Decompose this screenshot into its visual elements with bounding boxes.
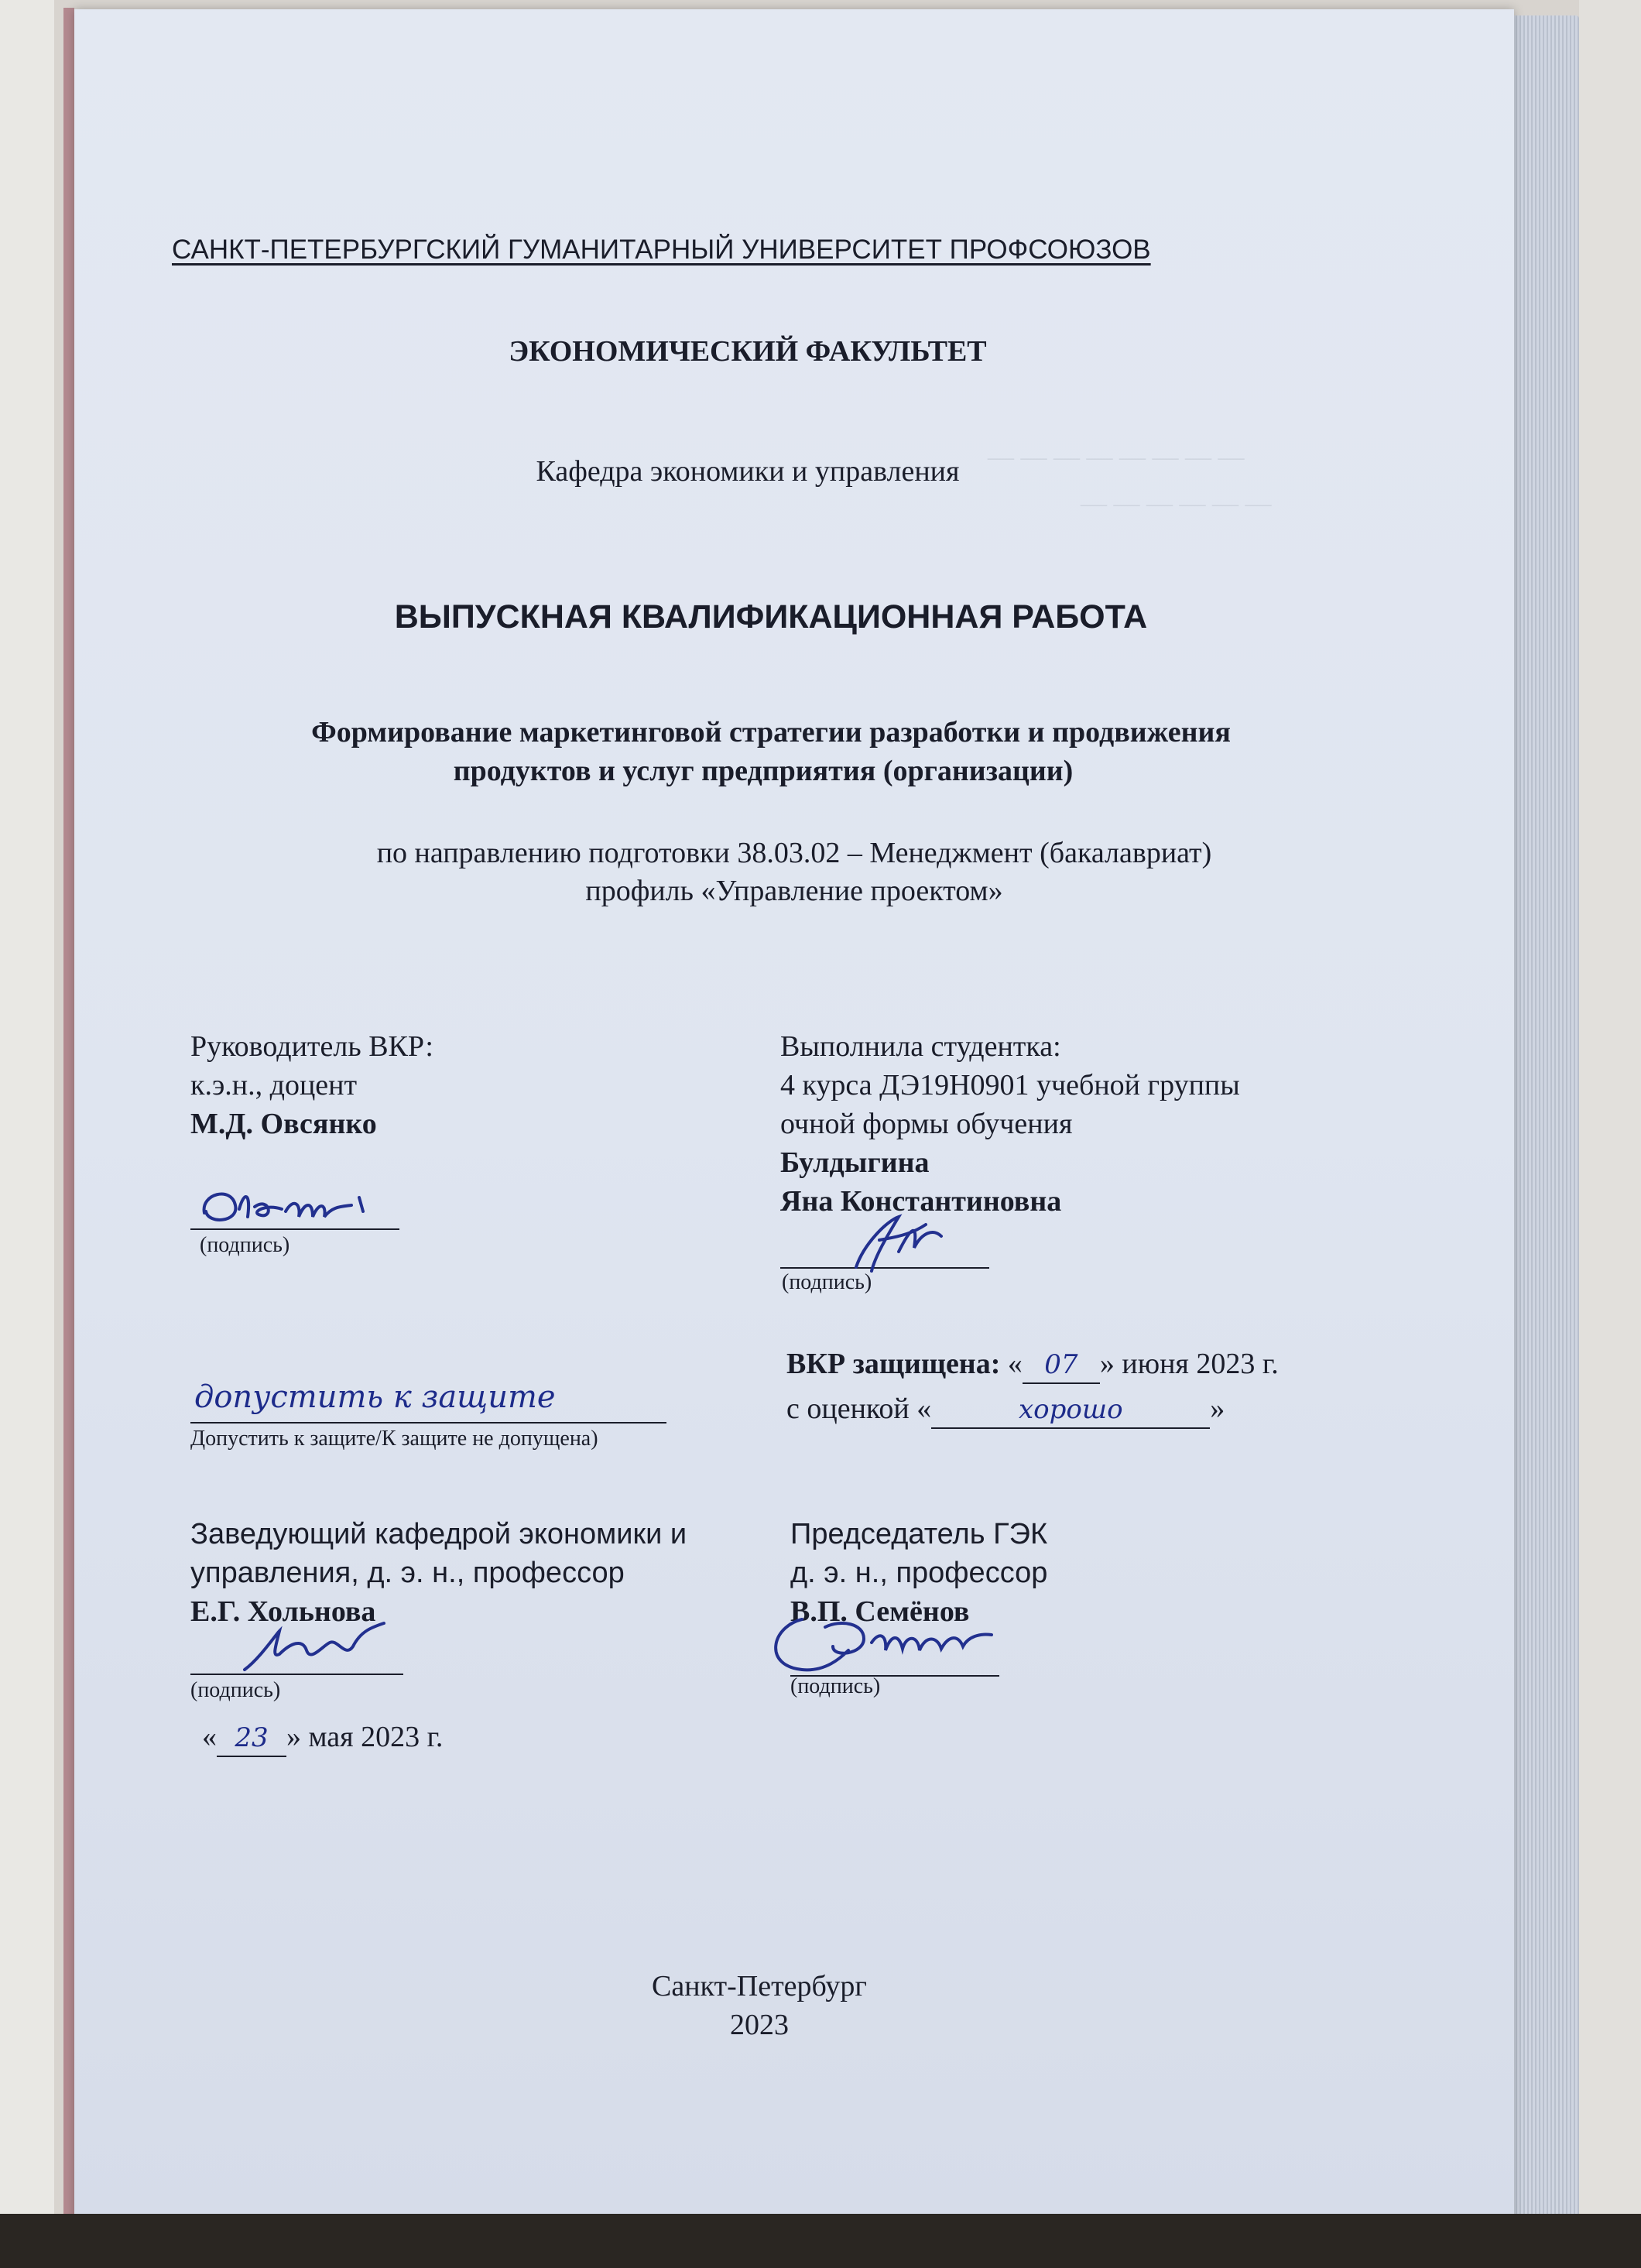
admission-handwritten: допустить к защите — [194, 1379, 556, 1415]
student-label: Выполнила студентка: — [780, 1030, 1061, 1063]
supervisor-label: Руководитель ВКР: — [190, 1030, 433, 1063]
show-through-text: — — — — — — — — — [988, 443, 1245, 471]
head-of-department-line-1: Заведующий кафедрой экономики и — [190, 1518, 687, 1550]
university-name: САНКТ-ПЕТЕРБУРГСКИЙ ГУМАНИТАРНЫЙ УНИВЕРСИТЕТ ПРОФСОЮЗОВ — [172, 235, 1151, 265]
gek-chairman-degree: д. э. н., профессор — [790, 1557, 1048, 1589]
faculty-name: ЭКОНОМИЧЕСКИЙ ФАКУЛЬТЕТ — [509, 335, 987, 368]
direction-line-2: профиль «Управление проектом» — [585, 875, 1003, 907]
defense-label: ВКР защищена: — [786, 1348, 1001, 1380]
photo-background-bottom — [0, 2214, 1641, 2268]
department-name: Кафедра экономики и управления — [536, 455, 960, 488]
head-approval-date — [202, 1720, 443, 1757]
date-day: 23 — [235, 1722, 269, 1753]
topic-line-2: продуктов и услуг предприятия (организации) — [453, 755, 1074, 787]
student-signature — [841, 1205, 957, 1279]
defense-day-field — [1023, 1347, 1100, 1384]
admission-line — [190, 1422, 666, 1423]
student-given-names: Яна Константиновна — [780, 1185, 1062, 1218]
head-of-department-line-2: управления, д. э. н., профессор — [190, 1557, 625, 1589]
gek-signature — [755, 1604, 1003, 1681]
admission-caption: Допустить к защите/К защите не допущена) — [190, 1427, 598, 1451]
supervisor-signature-caption: (подпись) — [200, 1233, 290, 1257]
head-signature-caption: (подпись) — [190, 1678, 281, 1702]
show-through-text: — — — — — — — [1081, 489, 1272, 518]
student-surname: Булдыгина — [780, 1146, 930, 1179]
gek-chairman-name: В.П. Семёнов — [790, 1595, 970, 1628]
date-day-field — [217, 1720, 286, 1757]
document-type: ВЫПУСКНАЯ КВАЛИФИКАЦИОННАЯ РАБОТА — [394, 598, 1148, 636]
date-rest: » мая 2023 г. — [286, 1721, 444, 1753]
gek-chairman-label: Председатель ГЭК — [790, 1518, 1048, 1550]
head-of-department-name: Е.Г. Хольнова — [190, 1595, 376, 1628]
topic-line-1: Формирование маркетинговой стратегии разработки и продвижения — [311, 716, 1231, 749]
title-page — [74, 9, 1514, 2237]
grade-prefix: с оценкой « — [786, 1393, 932, 1425]
supervisor-signature — [197, 1174, 398, 1232]
defense-result — [786, 1347, 1279, 1384]
defense-grade — [786, 1392, 1225, 1429]
date-open-quote: « — [202, 1721, 217, 1753]
year: 2023 — [730, 2009, 789, 2041]
grade-field — [931, 1392, 1210, 1429]
supervisor-name: М.Д. Овсянко — [190, 1108, 377, 1140]
student-signature-caption: (подпись) — [782, 1270, 872, 1294]
student-study-form: очной формы обучения — [780, 1108, 1073, 1140]
defense-date-rest: » июня 2023 г. — [1099, 1348, 1279, 1380]
grade-value: хорошо — [1019, 1394, 1123, 1425]
student-group: 4 курса ДЭ19Н0901 учебной группы — [780, 1069, 1240, 1101]
photo-background-right — [1579, 0, 1641, 2268]
direction-line-1: по направлению подготовки 38.03.02 – Менеджмент (бакалавриат) — [376, 837, 1212, 869]
head-signature — [237, 1612, 392, 1681]
defense-open-quote: « — [1007, 1348, 1023, 1380]
grade-suffix: » — [1210, 1393, 1225, 1425]
city: Санкт-Петербург — [651, 1970, 868, 2002]
gek-signature-caption: (подпись) — [790, 1674, 881, 1698]
defense-day: 07 — [1044, 1349, 1078, 1380]
supervisor-degree: к.э.н., доцент — [190, 1069, 358, 1101]
